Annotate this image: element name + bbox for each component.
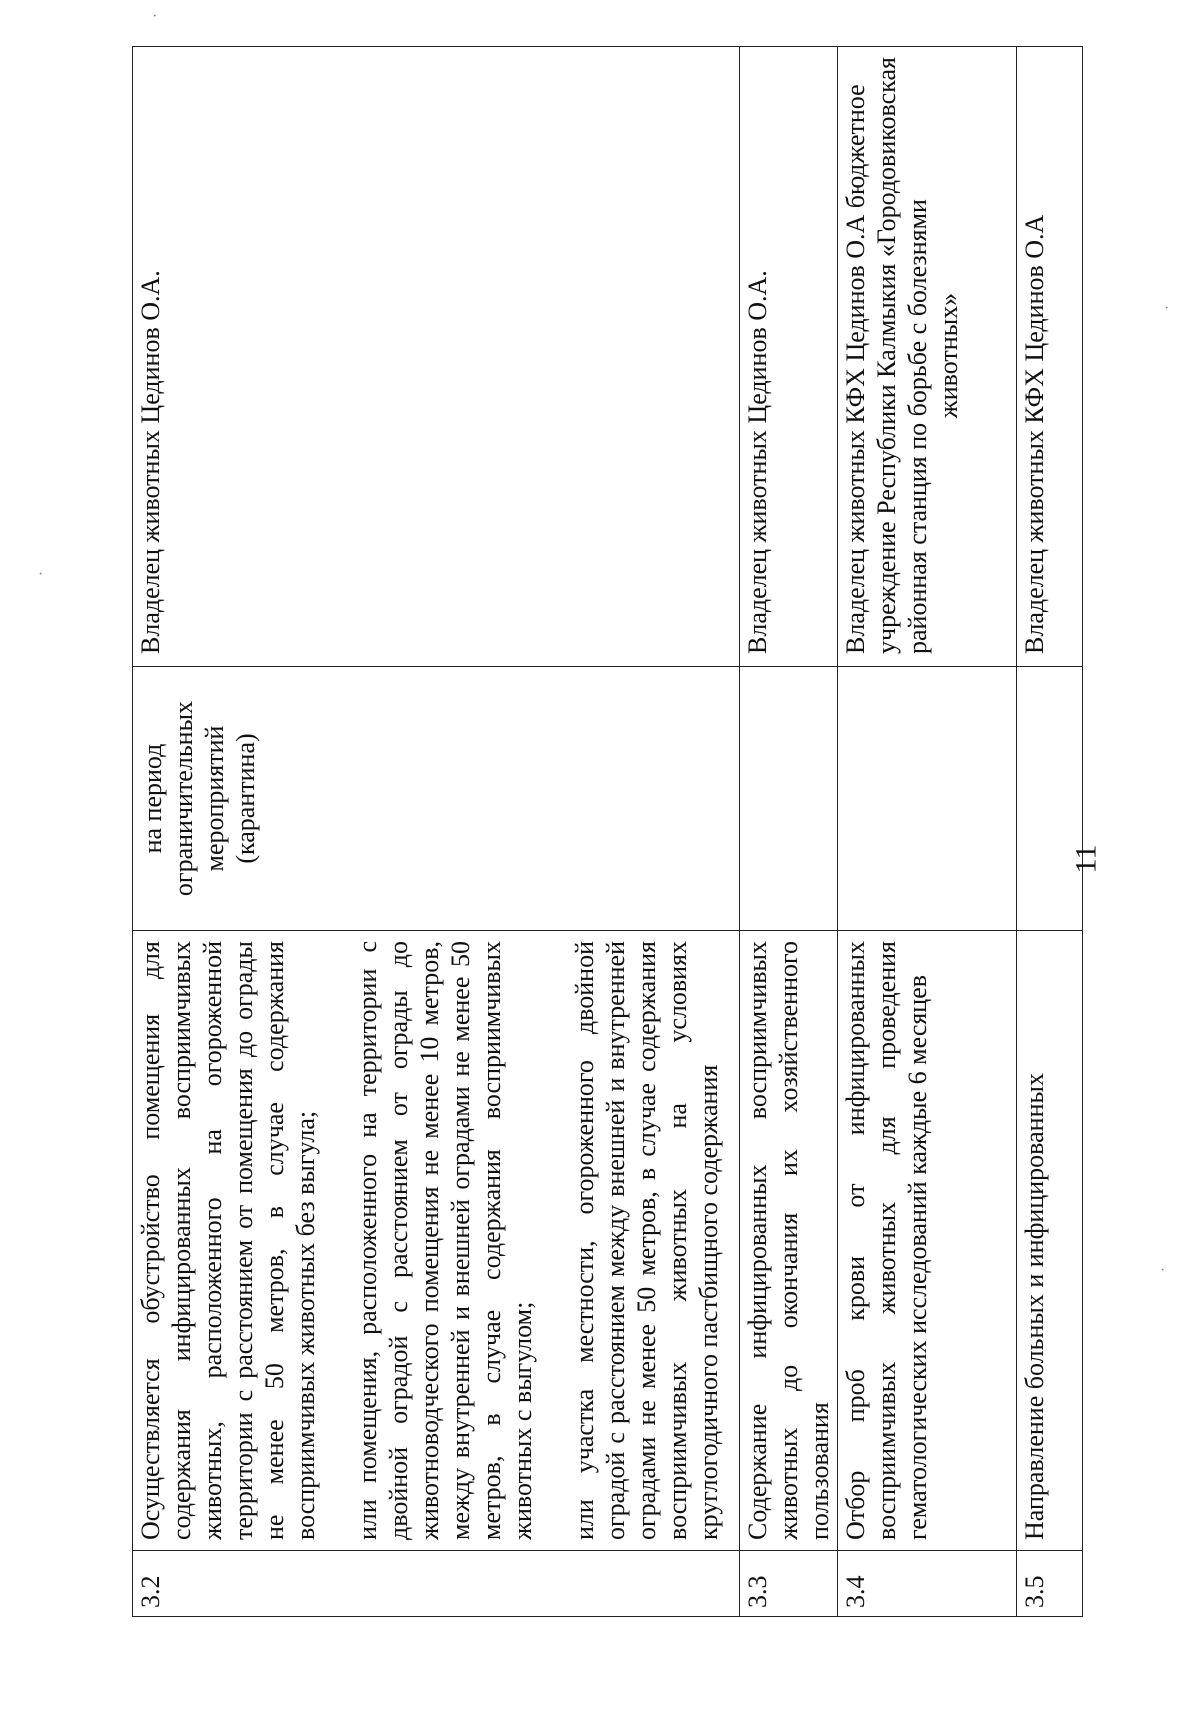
measure-cell: Направление больных и инфицированных (1017, 931, 1083, 1551)
row-number: 3.4 (838, 1551, 1017, 1617)
responsible-cell (838, 47, 1017, 667)
scan-speck: · (1160, 1262, 1166, 1279)
measures-table (132, 46, 1083, 1617)
scan-speck: · (1164, 300, 1170, 317)
row-number: 3.5 (1017, 1551, 1083, 1617)
term-cell (740, 667, 838, 931)
table-row (1017, 47, 1083, 1617)
page-number: 11 (1069, 844, 1103, 874)
term-cell (1017, 667, 1083, 931)
table-row (133, 47, 740, 1617)
row-number: 3.2 (133, 1551, 740, 1617)
responsible-cell: Владелец животных Цединов О.А. (740, 47, 838, 667)
measure-cell (133, 931, 740, 1551)
scan-speck: · (38, 566, 44, 583)
measure-cell: Отбор проб крови от инфицированных восприимчивых животных для проведения гематологических исследований каждые 6 месяцев (838, 931, 1017, 1551)
responsible-tail: животных» (934, 292, 963, 419)
rotated-page (132, 47, 1072, 1617)
table-row (838, 47, 1017, 1617)
measure-paragraph: Осуществляется обустройство помещения для содержания инфицированных восприимчивых животных, расположенного на огороженной территории с расстоянием от помещения до ограды не менее 50 метров, в случае содержания восприимчивых животных без выгула; (136, 941, 320, 1540)
measure-cell: Содержание инфицированных восприимчивых животных до окончания их хозяйственного пользования (740, 931, 838, 1551)
row-number: 3.3 (740, 1551, 838, 1617)
measure-paragraph: или участка местности, огороженного двойной оградой с расстоянием между внешней и внутренней оградами не менее 50 метров, в случае содержания восприимчивых животных на условиях круглогодичного пастбищного содержания (570, 941, 723, 1540)
responsible-main: Владелец животных КФХ Цединов О.А бюджетное учреждение Республики Калмыкия «Городовиковская районная станция по борьбе с болезнями (841, 57, 932, 654)
table-row (740, 47, 838, 1617)
scan-speck: · (152, 8, 158, 25)
measure-paragraph: или помещения, расположенного на территории с двойной оградой с расстоянием от ограды до животноводческого помещения не менее 10 метров, между внутренней и внешней оградами не менее 50 метров, в случае содержания восприимчивых животных с выгулом; (353, 941, 537, 1540)
term-cell (838, 667, 1017, 931)
responsible-cell: Владелец животных КФХ Цединов О.А (1017, 47, 1083, 667)
term-cell: на период ограничительных мероприятий (карантина) (133, 667, 740, 931)
responsible-cell: Владелец животных Цединов О.А. (133, 47, 740, 667)
